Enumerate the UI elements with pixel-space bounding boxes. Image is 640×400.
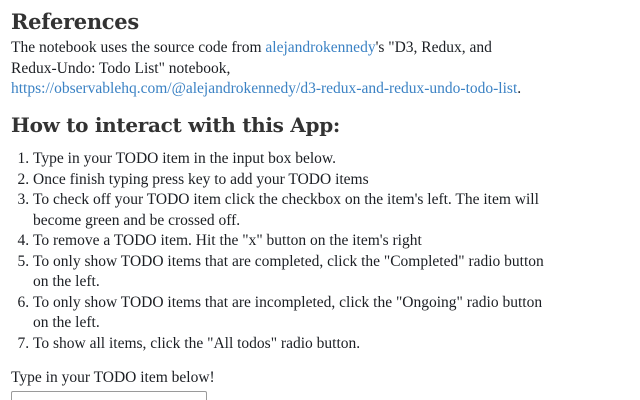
instruction-step: 1. Type in your TODO item in the input box below. [33, 149, 553, 170]
instruction-step: 5. To only show TODO items that are completed, click the "Completed" radio button on the left. [33, 252, 553, 293]
instruction-step: 4. To remove a TODO item. Hit the "x" button on the item's right [33, 231, 553, 252]
instructions-heading: How to interact with this App: [11, 113, 340, 137]
instructions-list [11, 149, 553, 354]
instruction-step: 3. To check off your TODO item click the checkbox on the item's left. The item will become green and be crossed off. [33, 190, 553, 231]
instruction-step: 6. To only show TODO items that are incompleted, click the "Ongoing" radio button on the left. [33, 293, 553, 334]
todo-input-label: Type in your TODO item below! [11, 369, 215, 386]
references-notebook-title: 's "D3, Redux, and Redux-Undo: Todo List" notebook, [11, 39, 492, 77]
references-heading: References [11, 9, 139, 34]
instruction-step: 2. Once finish typing press key to add your TODO items [33, 170, 553, 191]
notebook-url-link[interactable]: https://observablehq.com/@alejandrokennedy/d3-redux-and-redux-undo-todo-list [11, 80, 518, 97]
references-intro-text: The notebook uses the source code from [11, 39, 266, 56]
instruction-step: 7. To show all items, click the "All todos" radio button. [33, 334, 553, 355]
author-link[interactable]: alejandrokennedy [265, 39, 376, 56]
todo-input[interactable] [11, 391, 207, 400]
references-paragraph [11, 38, 531, 100]
references-trailing-period: . [517, 80, 522, 97]
